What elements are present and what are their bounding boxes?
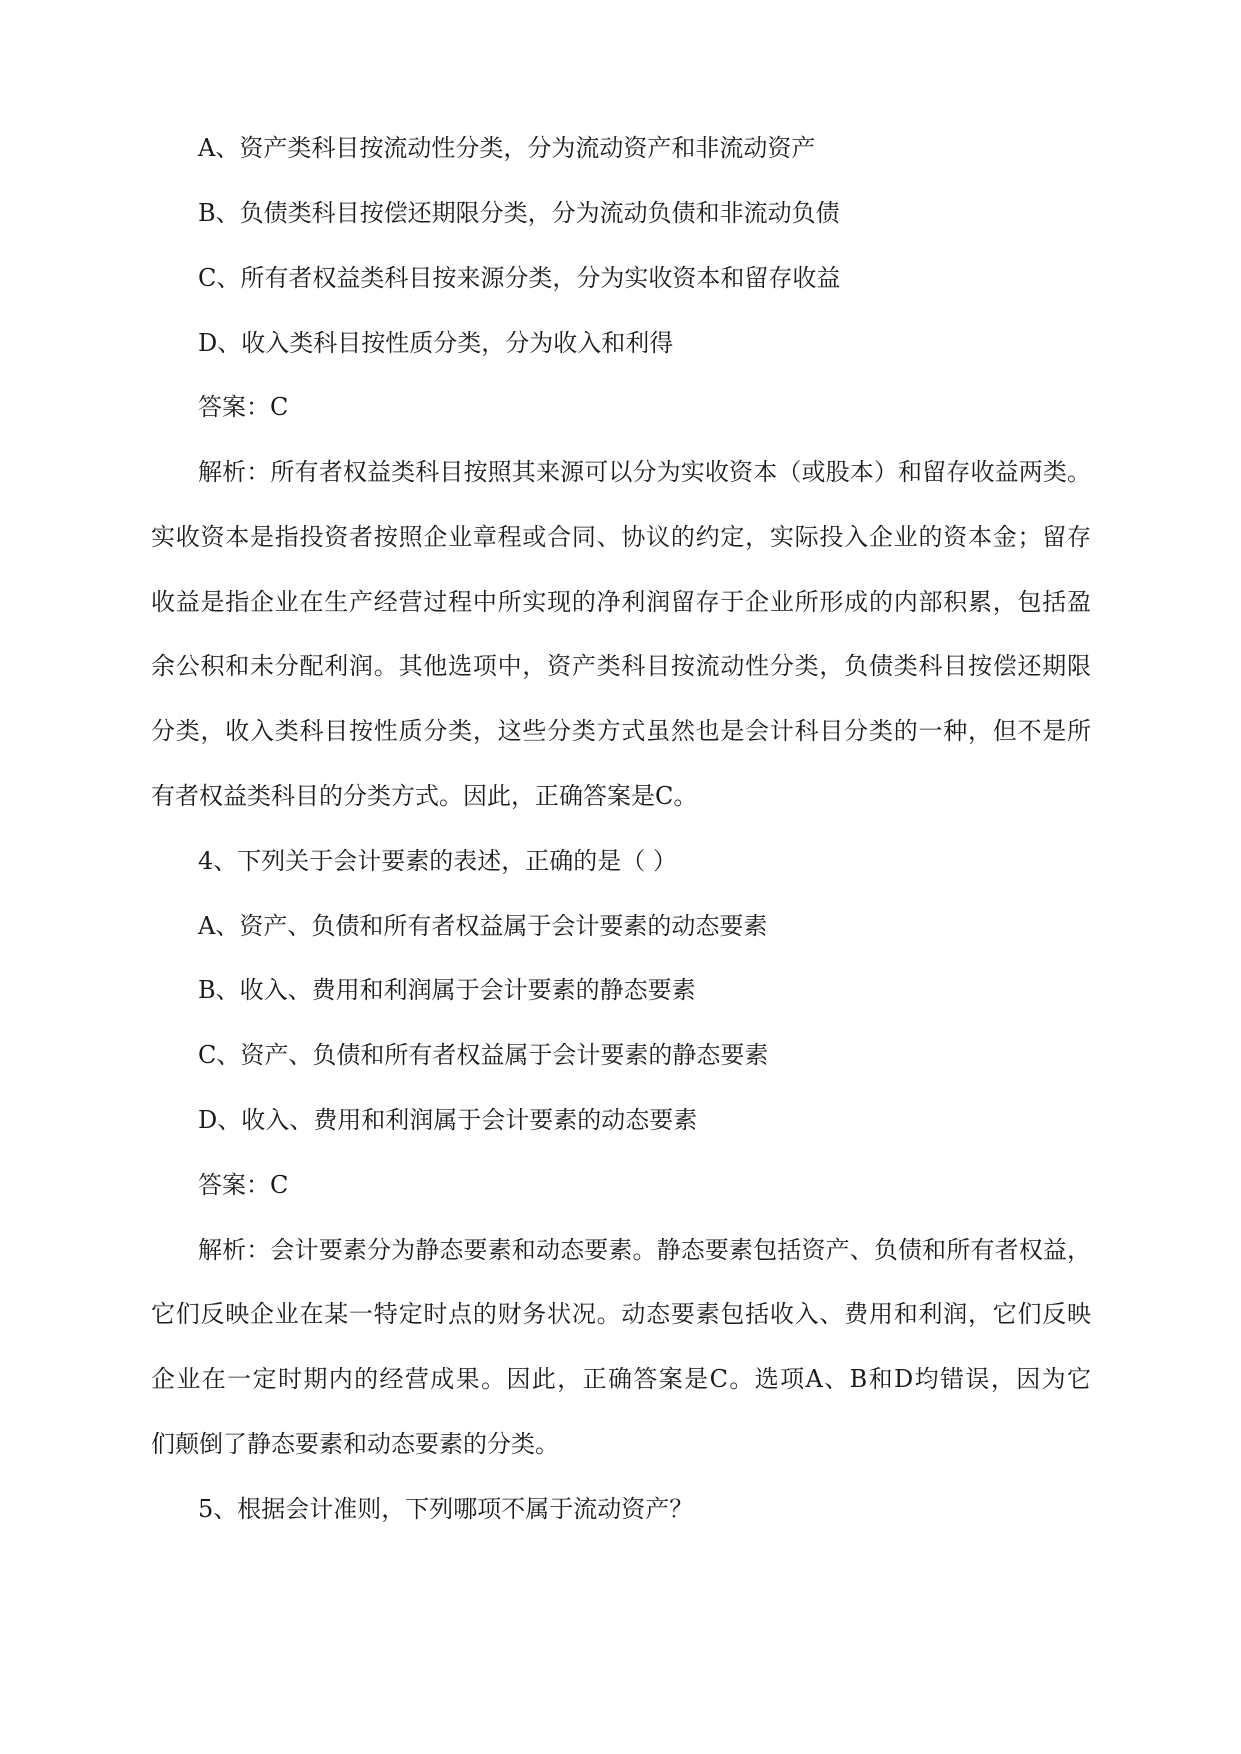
q3-analysis-line: 解析：所有者权益类科目按照其来源可以分为实收资本（或股本）和留存收益两类。 — [198, 458, 1091, 486]
q4-option-a: A、资产、负债和所有者权益属于会计要素的动态要素 — [198, 912, 768, 940]
q3-option-d: D、收入类科目按性质分类，分为收入和利得 — [198, 329, 674, 357]
q3-analysis-line: 收益是指企业在生产经营过程中所实现的净利润留存于企业所形成的内部积累，包括盈 — [151, 588, 1091, 616]
q4-question: 4、下列关于会计要素的表述，正确的是（ ） — [198, 847, 677, 875]
q3-analysis-line: 有者权益类科目的分类方式。因此，正确答案是C。 — [151, 782, 698, 810]
q4-analysis-line: 们颠倒了静态要素和动态要素的分类。 — [151, 1430, 559, 1458]
q3-option-b: B、负债类科目按偿还期限分类，分为流动负债和非流动负债 — [198, 199, 840, 227]
q3-answer: 答案：C — [198, 393, 289, 421]
q3-option-c: C、所有者权益类科目按来源分类，分为实收资本和留存收益 — [198, 264, 841, 292]
q5-question: 5、根据会计准则，下列哪项不属于流动资产？ — [198, 1495, 694, 1523]
q4-analysis-line: 解析：会计要素分为静态要素和动态要素。静态要素包括资产、负债和所有者权益， — [198, 1236, 1091, 1264]
q4-option-c: C、资产、负债和所有者权益属于会计要素的静态要素 — [198, 1041, 769, 1069]
q4-answer: 答案：C — [198, 1171, 289, 1199]
q4-option-b: B、收入、费用和利润属于会计要素的静态要素 — [198, 976, 696, 1004]
q3-analysis-line: 分类，收入类科目按性质分类，这些分类方式虽然也是会计科目分类的一种，但不是所 — [151, 717, 1091, 745]
q3-analysis-line: 余公积和未分配利润。其他选项中，资产类科目按流动性分类，负债类科目按偿还期限 — [151, 652, 1091, 680]
q4-analysis-line: 它们反映企业在某一特定时点的财务状况。动态要素包括收入、费用和利润，它们反映 — [151, 1300, 1091, 1328]
q3-option-a: A、资产类科目按流动性分类，分为流动资产和非流动资产 — [198, 134, 816, 162]
q4-analysis-line: 企业在一定时期内的经营成果。因此，正确答案是C。选项A、B和D均错误，因为它 — [151, 1365, 1091, 1393]
q3-analysis-line: 实收资本是指投资者按照企业章程或合同、协议的约定，实际投入企业的资本金；留存 — [151, 523, 1091, 551]
q4-option-d: D、收入、费用和利润属于会计要素的动态要素 — [198, 1106, 698, 1134]
